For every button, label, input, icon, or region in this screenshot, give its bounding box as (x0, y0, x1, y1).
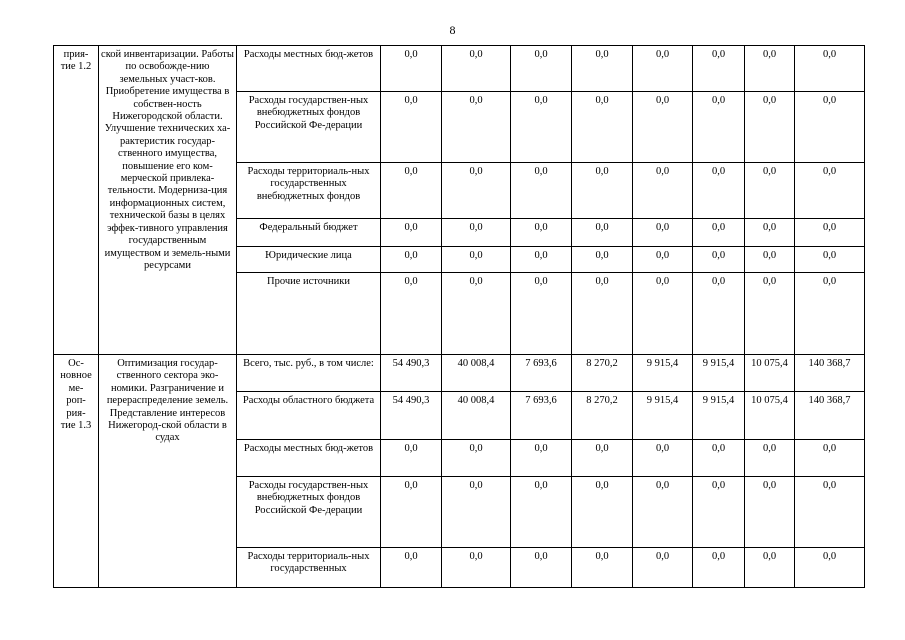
value-cell: 0,0 (381, 548, 442, 588)
funding-source-cell: Юридические лица (237, 247, 381, 273)
value-cell: 0,0 (511, 440, 572, 477)
funding-source-cell: Расходы местных бюд-жетов (237, 46, 381, 92)
value-cell: 10 075,4 (745, 355, 795, 392)
funding-source-cell: Расходы территориаль-ных государственных (237, 548, 381, 588)
value-cell: 0,0 (693, 46, 745, 92)
value-cell: 0,0 (381, 273, 442, 355)
value-cell: 0,0 (693, 273, 745, 355)
measure-code-cell: прия- тие 1.2 (54, 46, 99, 355)
value-cell: 9 915,4 (633, 355, 693, 392)
value-cell: 0,0 (572, 219, 633, 247)
value-cell: 0,0 (795, 247, 865, 273)
table-row (54, 46, 865, 92)
value-cell: 0,0 (572, 46, 633, 92)
value-cell: 8 270,2 (572, 392, 633, 440)
value-cell: 0,0 (745, 247, 795, 273)
value-cell: 0,0 (442, 477, 511, 548)
value-cell: 0,0 (511, 548, 572, 588)
value-cell: 7 693,6 (511, 392, 572, 440)
value-cell: 0,0 (693, 548, 745, 588)
value-cell: 54 490,3 (381, 355, 442, 392)
value-cell: 0,0 (693, 92, 745, 163)
value-cell: 0,0 (795, 477, 865, 548)
value-cell: 10 075,4 (745, 392, 795, 440)
value-cell: 0,0 (381, 92, 442, 163)
value-cell: 0,0 (745, 273, 795, 355)
value-cell: 0,0 (511, 163, 572, 219)
budget-table (53, 45, 865, 588)
value-cell: 0,0 (511, 477, 572, 548)
value-cell: 0,0 (572, 548, 633, 588)
funding-source-cell: Федеральный бюджет (237, 219, 381, 247)
value-cell: 0,0 (693, 163, 745, 219)
value-cell: 0,0 (745, 219, 795, 247)
measure-description-cell: Оптимизация государ-ственного сектора эко-номики. Разграничение и перераспределение земель. Представление интересов Нижегород-ской области в судах (99, 355, 237, 588)
value-cell: 0,0 (693, 440, 745, 477)
value-cell: 0,0 (572, 273, 633, 355)
funding-source-cell: Расходы территориаль-ных государственных внебюджетных фондов (237, 163, 381, 219)
value-cell: 40 008,4 (442, 392, 511, 440)
value-cell: 0,0 (633, 440, 693, 477)
value-cell: 9 915,4 (633, 392, 693, 440)
value-cell: 0,0 (511, 219, 572, 247)
value-cell: 0,0 (795, 219, 865, 247)
value-cell: 0,0 (633, 219, 693, 247)
value-cell: 0,0 (795, 273, 865, 355)
funding-source-cell: Расходы областного бюджета (237, 392, 381, 440)
value-cell: 7 693,6 (511, 355, 572, 392)
measure-description-cell: ской инвентаризации. Работы по освобожде-нию земельных участ-ков. Приобретение имущества в собствен-ность Нижегородской области. Улучшение технических ха-рактеристик государ-ственного имущества, повышение его ком-мерческой привлека-тельности. Модерниза-ция информационных систем, технической базы в целях эффек-тивного управления государственным имуществом и земель-ными ресурсами (99, 46, 237, 355)
value-cell: 0,0 (381, 163, 442, 219)
value-cell: 0,0 (572, 440, 633, 477)
value-cell: 9 915,4 (693, 392, 745, 440)
value-cell: 0,0 (572, 163, 633, 219)
value-cell: 0,0 (745, 92, 795, 163)
value-cell: 0,0 (381, 477, 442, 548)
value-cell: 0,0 (745, 46, 795, 92)
table-row (54, 355, 865, 392)
value-cell: 0,0 (511, 273, 572, 355)
value-cell: 0,0 (442, 548, 511, 588)
funding-source-cell: Расходы местных бюд-жетов (237, 440, 381, 477)
value-cell: 0,0 (511, 46, 572, 92)
value-cell: 0,0 (633, 477, 693, 548)
value-cell: 0,0 (693, 219, 745, 247)
value-cell: 8 270,2 (572, 355, 633, 392)
value-cell: 0,0 (795, 92, 865, 163)
value-cell: 0,0 (511, 247, 572, 273)
table-body (54, 46, 865, 588)
value-cell: 0,0 (572, 247, 633, 273)
value-cell: 0,0 (381, 46, 442, 92)
value-cell: 0,0 (442, 163, 511, 219)
value-cell: 0,0 (633, 247, 693, 273)
value-cell: 0,0 (745, 548, 795, 588)
value-cell: 0,0 (442, 46, 511, 92)
value-cell: 0,0 (633, 548, 693, 588)
value-cell: 40 008,4 (442, 355, 511, 392)
value-cell: 0,0 (745, 440, 795, 477)
value-cell: 0,0 (572, 477, 633, 548)
value-cell: 0,0 (381, 440, 442, 477)
value-cell: 140 368,7 (795, 355, 865, 392)
value-cell: 0,0 (693, 477, 745, 548)
value-cell: 0,0 (795, 163, 865, 219)
value-cell: 0,0 (511, 92, 572, 163)
value-cell: 140 368,7 (795, 392, 865, 440)
value-cell: 0,0 (442, 219, 511, 247)
value-cell: 0,0 (633, 273, 693, 355)
value-cell: 54 490,3 (381, 392, 442, 440)
value-cell: 0,0 (381, 247, 442, 273)
value-cell: 0,0 (745, 477, 795, 548)
value-cell: 0,0 (633, 46, 693, 92)
funding-source-cell: Расходы государствен-ных внебюджетных фондов Российской Фе-дерации (237, 477, 381, 548)
value-cell: 0,0 (795, 440, 865, 477)
value-cell: 0,0 (442, 440, 511, 477)
value-cell: 0,0 (381, 219, 442, 247)
value-cell: 0,0 (795, 46, 865, 92)
measure-code-cell: Ос- новное ме- роп- рия- тие 1.3 (54, 355, 99, 588)
funding-source-cell: Расходы государствен-ных внебюджетных фондов Российской Фе-дерации (237, 92, 381, 163)
value-cell: 9 915,4 (693, 355, 745, 392)
value-cell: 0,0 (633, 92, 693, 163)
value-cell: 0,0 (795, 548, 865, 588)
value-cell: 0,0 (442, 92, 511, 163)
page-number: 8 (449, 23, 456, 37)
value-cell: 0,0 (633, 163, 693, 219)
funding-source-cell: Прочие источники (237, 273, 381, 355)
value-cell: 0,0 (442, 247, 511, 273)
value-cell: 0,0 (745, 163, 795, 219)
funding-source-cell: Всего, тыс. руб., в том числе: (237, 355, 381, 392)
value-cell: 0,0 (572, 92, 633, 163)
value-cell: 0,0 (693, 247, 745, 273)
value-cell: 0,0 (442, 273, 511, 355)
